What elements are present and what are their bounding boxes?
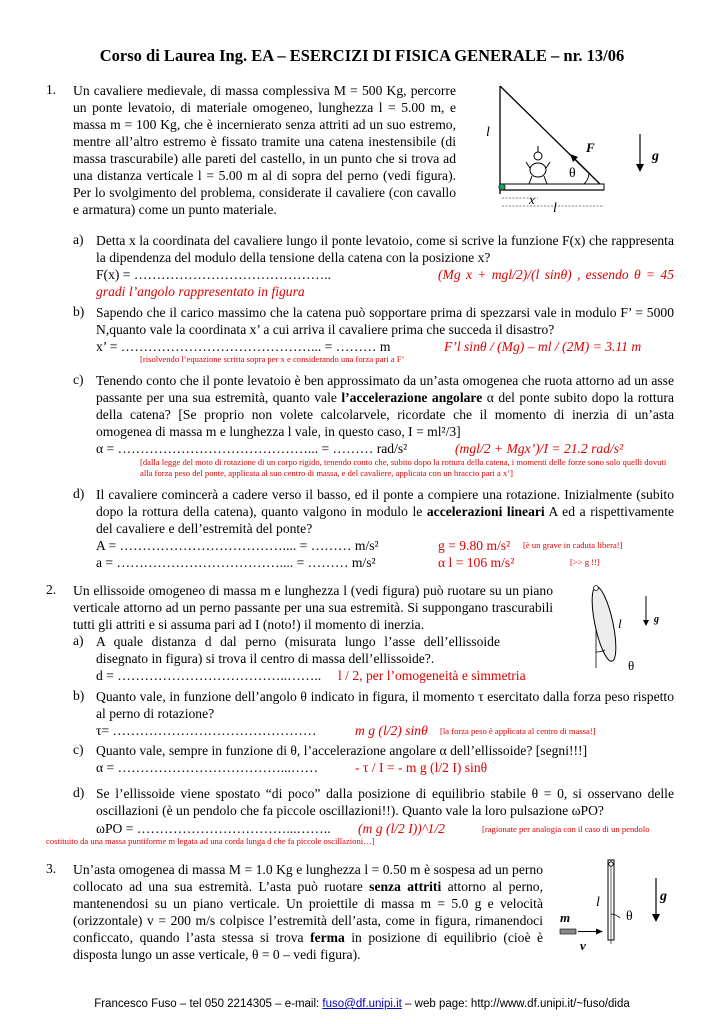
fig1-label-theta: θ bbox=[569, 166, 576, 181]
problem-1a-label: a) bbox=[73, 232, 84, 247]
fig3-label-v: v bbox=[580, 938, 586, 953]
fig3-label-theta: θ bbox=[626, 909, 633, 924]
problem-2d-text: Se l’ellissoide viene spostato “di poco” dalla posizione di equilibrio stabile θ = 0, si osservano delle oscillazioni (è un pendolo che fa piccole oscillazioni!!). Quanto vale la loro pulsazione ωPO? bbox=[96, 786, 674, 818]
problem-2d-answer: (m g (l/2 I))^1/2 bbox=[358, 821, 445, 836]
pivot bbox=[594, 586, 599, 591]
problem-1b-label: b) bbox=[73, 304, 85, 319]
problem-1c-label: c) bbox=[73, 372, 84, 387]
fig3-label-g: g bbox=[660, 889, 667, 904]
fig2-label-theta: θ bbox=[628, 658, 635, 673]
problem-1d-text: Il cavaliere comincerà a cadere verso il basso, ed il ponte a compiere una rotazione. Inizialmente (subito dopo la rottura della catena), quanto valgono in modulo le accelerazioni lineari A ed a rispettivamente del cavaliere e dell’estremità del ponte? bbox=[96, 487, 675, 536]
knight-icon bbox=[526, 146, 550, 184]
problem-3-number: 3. bbox=[46, 861, 57, 876]
problem-1b-blank: x’ = ……………………………………... = ……… m bbox=[96, 339, 391, 354]
footer-contact: Francesco Fuso – tel 050 2214305 – e-mail: bbox=[94, 998, 323, 1010]
problem-1a-text: Detta x la coordinata del cavaliere lungo il ponte levatoio, come si scrive la funzione F(x) che rappresenta la dipendenza del modulo della tensione della catena con la posizione x? bbox=[96, 233, 674, 265]
problem-1b-note: [risolvendo l’equazione scritta sopra per x e considerando una forza pari a F’ bbox=[140, 354, 405, 364]
footer-email-link[interactable]: fuso@df.unipi.it bbox=[322, 998, 402, 1010]
problem-1c-answer: (mgl/2 + Mgx’)/I = 21.2 rad/s² bbox=[455, 441, 624, 456]
footer bbox=[0, 998, 724, 1010]
fig2-label-g: g bbox=[654, 614, 659, 625]
problem-2c-label: c) bbox=[73, 742, 84, 757]
footer-webpage: – web page: http://www.df.unipi.it/~fuso/dida bbox=[401, 998, 630, 1010]
fig1-label-g: g bbox=[652, 149, 659, 164]
theta-arc bbox=[584, 173, 589, 184]
problem-2b-blank: τ= ……………………………………… bbox=[96, 723, 317, 738]
fig3-label-m: m bbox=[560, 910, 571, 925]
problem-2d-note-1: [ragionate per analogia con il caso di un pendolo bbox=[482, 824, 650, 834]
problem-2a-label: a) bbox=[73, 633, 84, 648]
problem-1d-note-a: [>> g !!] bbox=[570, 557, 600, 567]
problem-2a-text: A quale distanza d dal perno (misurata lungo l’asse dell’ellissoide disegnato in figura) si trova il centro di massa dell’ellissoide?. bbox=[96, 634, 500, 666]
projectile bbox=[560, 929, 576, 934]
fig1-label-l-horizontal: l bbox=[553, 201, 557, 216]
problem-1-number: 1. bbox=[46, 82, 57, 97]
problem-2b-label: b) bbox=[73, 688, 85, 703]
problem-2d-blank: ωPO = ……………………………...…….. bbox=[96, 821, 331, 836]
problem-2a-answer: l / 2, per l’omogeneità e simmetria bbox=[338, 668, 526, 683]
problem-2a-blank: d = ………………………………..…….. bbox=[96, 668, 322, 683]
problem-2-number: 2. bbox=[46, 582, 57, 597]
fig3-label-l: l bbox=[596, 895, 600, 910]
bridge bbox=[500, 184, 604, 190]
fig1-label-x: x bbox=[529, 192, 535, 207]
problem-1c-blank: α = ……………………………………... = ……… rad/s² bbox=[96, 441, 408, 456]
fig2-label-l: l bbox=[618, 616, 622, 631]
problem-1a-answer: (Mg x + mgl/2)/(l sinθ) , essendo θ = 45 gradi l’angolo rappresentato in figura bbox=[96, 267, 674, 299]
problem-2-intro: Un ellissoide omogeneo di massa m e lunghezza l (vedi figura) può ruotare su un piano verticale attorno ad un perno passante per una sua estremità. Si suppongano trascurabili tutti gli attriti e si assuma pari ad I (noto!) il momento di inerzia. bbox=[73, 583, 553, 632]
fig1-label-l-vertical: l bbox=[486, 125, 490, 140]
problem-2d-note-2: costituito da una massa puntiforme m legata ad una corda lunga d che fa piccole oscillazioni…] bbox=[46, 836, 375, 846]
rod-figure bbox=[556, 858, 686, 954]
problem-1c-text: Tenendo conto che il ponte levatoio è ben approssimato da un’asta omogenea che ruota attorno ad un asse passante per una sua estremità, quanto vale l’accelerazione angolare α del ponte subito dopo la rottura della catena? [Se proprio non volete calcolarvele, ricordate che il momento di inerzia di un’asta omogenea di massa m e lunghezza l vale, in questo caso, I = ml²/3] bbox=[96, 373, 674, 439]
problem-1d-label: d) bbox=[73, 486, 85, 501]
problem-1a-blank: F(x) = …………………………………….. bbox=[96, 267, 331, 282]
problem-1d-blank-a: a = ……………………………….... = ……… m/s² bbox=[96, 555, 376, 570]
fig1-label-F: F bbox=[586, 140, 595, 155]
problem-2c-blank: α = ………………………………...…… bbox=[96, 760, 319, 775]
problem-2b-answer: m g (l/2) sinθ bbox=[355, 723, 428, 738]
problem-1d-note-A: [è un grave in caduta libera!] bbox=[523, 540, 623, 550]
problem-1b-answer: F’l sinθ / (Mg) – ml / (2M) = 3.11 m bbox=[444, 339, 642, 354]
problem-1d-answer-A: g = 9.80 m/s² bbox=[438, 538, 511, 553]
problem-3-intro: Un’asta omogenea di massa M = 1.0 Kg e lunghezza l = 0.50 m è sospesa ad un perno collocato ad una sua estremità. L’asta può ruotare senza attriti attorno al perno, mantenendosi su un piano verticale. Un proiettile di massa m = 5.0 g e velocità (orizzontale) v = 200 m/s colpisce l’estremità dell’asta, come in figura, rimanendoci conficcato, quando l’asta stessa si trova ferma in posizione di equilibrio (cioè è disposta lungo un asse verticale, θ = 0 – vedi figura). bbox=[73, 862, 544, 962]
problem-1b-text: Sapendo che il carico massimo che la catena può sopportare prima di spezzarsi vale in modulo F’ = 5000 N,quanto vale la coordinata x’ a cui arriva il cavaliere prima che succeda il disastro? bbox=[96, 305, 674, 337]
drawbridge-figure bbox=[486, 84, 616, 224]
ellipsoid bbox=[587, 585, 620, 663]
problem-1d-blank-A: A = ……………………………….... = ……… m/s² bbox=[96, 538, 379, 553]
problem-2b-note: [la forza peso è applicata al centro di massa!] bbox=[440, 726, 596, 736]
ellipsoid-figure bbox=[574, 582, 684, 678]
page-title: Corso di Laurea Ing. EA – ESERCIZI DI FISICA GENERALE – nr. 13/06 bbox=[99, 46, 625, 65]
problem-2b-text: Quanto vale, in funzione dell’angolo θ indicato in figura, il momento τ esercitato dalla forza peso rispetto al perno di rotazione? bbox=[96, 689, 674, 721]
problem-1d-answer-a: α l = 106 m/s² bbox=[438, 555, 515, 570]
fig1-gravity bbox=[636, 132, 672, 182]
problem-2c-text: Quanto vale, sempre in funzione di θ, l’accelerazione angolare α dell’ellissoide? [segni!!!] bbox=[96, 743, 588, 758]
problem-2c-answer: - τ / I = - m g (l/2 I) sinθ bbox=[355, 760, 488, 775]
pivot bbox=[499, 184, 505, 190]
problem-1-intro: Un cavaliere medievale, di massa complessiva M = 500 Kg, percorre un ponte levatoio, di materiale omogeneo, lunghezza l = 5.00 m, e massa m = 100 Kg, che è incernierato senza attriti ad un suo estremo, mentre all’altro estremo è fissato tramite una catena inestensibile (di massa trascurabile) alle pareti del castello, in un punto che si trova ad una distanza verticale l = 5.00 m al di sopra del perno (vedi figura). Per lo svolgimento del problema, considerate il cavaliere (con cavallo e armatura) come un punto materiale. bbox=[73, 83, 456, 217]
problem-2d-label: d) bbox=[73, 785, 85, 800]
problem-1c-note: [dalla legge del moto di rotazione di un corpo rigido, tenendo conto che, subito dopo la rottura della catena, i momenti delle forze sono solo quelli dovuti alla forza peso del ponte, applicata al suo centro di massa, e del cavaliere, applicata con un braccio pari a x’] bbox=[140, 457, 667, 478]
pivot bbox=[609, 862, 613, 866]
